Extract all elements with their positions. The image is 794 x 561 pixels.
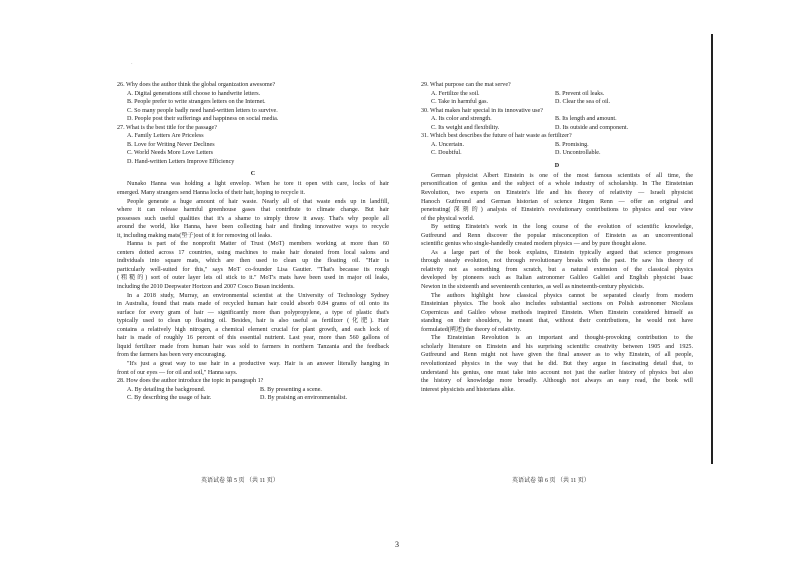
option-27c: C. World Needs More Love Letters: [127, 150, 214, 157]
passage-line: through steady evolution, not through revolutionary breaks with the past. He saw his theory of: [421, 258, 693, 265]
option-28b: B. By presenting a scene.: [260, 386, 322, 393]
passage-line: emerged. Many strangers send Hanna locks of their hair, hoping to recycle it.: [117, 190, 305, 197]
passage-line: including the 2010 Deepwater Horizon and 2007 Cosco Busan incidents.: [117, 284, 295, 291]
passage-line: Revolution, two experts on Einstein's life and his theory of relativity — Israeli physicist: [421, 190, 693, 197]
option-26a: A. Digital generations still choose to handwrite letters.: [127, 90, 261, 97]
passage-d: [421, 172, 693, 394]
passage-line: (粗糙的) sort of outer layer lets oil stick to it." MoT's mats have been used in major oil leaks,: [117, 275, 389, 282]
option-26d: D. People post their sufferings and happiness on social media.: [127, 116, 279, 123]
option-26b: B. People prefer to write strangers letters on the Internet.: [127, 99, 266, 106]
passage-line: from the farmers has been very encouraging.: [117, 352, 227, 359]
passage-line: typically used to clean up floating oil. Besides, hair is also useful as fertilizer (化肥). Hair: [117, 318, 389, 325]
passage-line: Einsteinian physics. The book also includes substantial sections on Polish astronomer Nicolaus: [421, 301, 693, 308]
passage-line: penetrating(深刻的) analysis of Einstein's revolutionary contributions to physics and our view: [421, 207, 693, 214]
page-footer-right: 英语试卷 第 6 页 （共 11 页）: [512, 478, 590, 484]
section-c-heading: C: [250, 171, 256, 178]
passage-line: In a 2018 study, Murray, an environmental scientist at the University of Technology Sydney: [127, 292, 389, 299]
passage-line: formulated(阐述) the theory of relativity.: [421, 326, 522, 333]
option-28a: A. By detailing the background.: [127, 386, 206, 393]
option-28c: C. By describing the usage of hair.: [127, 395, 212, 402]
option-31b: B. Promising.: [555, 141, 589, 148]
passage-line: Newton in the sixteenth and seventeenth centuries, as well as nineteenth-century physicists.: [421, 284, 645, 291]
options-29-row2: [421, 98, 693, 107]
option-30c: C. Its weight and flexibility.: [431, 124, 500, 131]
option-27a: A. Family Letters Are Priceless: [127, 133, 204, 140]
question-29-stem: 29. What purpose can the mat serve?: [421, 82, 511, 88]
option-29c: C. Take in harmful gas.: [431, 99, 489, 106]
passage-line: of the physical world.: [421, 215, 475, 222]
options-30-row1: [421, 115, 693, 124]
binding-line: [711, 34, 713, 464]
passage-line: it, including making mats(垫子)out of it for removing oil leaks.: [117, 232, 272, 239]
left-column: [117, 81, 389, 403]
passage-line: "It's just a great way to use hair in a productive way. Hair is an answer literally hanging in: [127, 360, 389, 367]
option-28d: D. By praising an environmentalist.: [260, 395, 347, 402]
passage-line: centers dotted across 17 countries, using machines to make hair donated from local salons and: [117, 249, 389, 256]
passage-line: Hanoch Gutfreund and German historian of science Jürgen Renn — offer an original and: [421, 198, 693, 205]
passage-line: standing on their shoulders, he meant that, without their contributions, he would not have: [421, 318, 693, 325]
passage-line: in Australia, found that mats made of recycled human hair could absorb 0.84 grams of oil onto its: [117, 301, 389, 308]
passage-line: By setting Einstein's work in the long course of the evolution of scientific knowledge,: [431, 224, 693, 231]
passage-line: contains a relatively high nitrogen, a chemical element crucial for plant growth, and each lock of: [117, 326, 389, 333]
passage-line: understand his genius, one must take into account not just the earlier history of physics but also: [421, 369, 693, 376]
option-29a: A. Fertilize the soil.: [431, 90, 480, 97]
option-31a: A. Uncertain.: [431, 141, 464, 148]
option-26c: C. So many people badly need hand-written letters to survive.: [127, 107, 278, 114]
page-number: 3: [395, 540, 399, 549]
passage-line: hair is made of roughly 16 percent of this essential nutrient. Last year, more than 560 gallons of: [117, 335, 389, 342]
question-26-stem: 26. Why does the author think the global organization awesome?: [117, 82, 276, 88]
passage-line: Nunako Hanna was holding a light envelop. When he tore it open with care, locks of hair: [127, 181, 389, 188]
passage-line: Gutfreund and Renn discover the popular misconception of Einstein as an unconventional: [421, 232, 693, 239]
passage-line: The Einsteinian Revolution is an important and thought-provoking contribution to the: [431, 335, 693, 342]
options-29-row1: [421, 90, 693, 99]
option-27b: B. Love for Writing Never Declines: [127, 141, 215, 148]
options-28-row1: [117, 386, 389, 395]
passage-line: Gutfreund and Renn might not have given the final answer as to why Einstein, of all people,: [421, 352, 693, 359]
passage-line: relativity not as something from scratch, but a natural extension of the classical physics: [421, 266, 693, 273]
passage-line: Hanna is part of the nonprofit Matter of Trust (MoT) members working at more than 60: [127, 241, 389, 248]
passage-line: around the world, like Hanna, have been collecting hair and finding innovative ways to recycle: [117, 224, 389, 231]
options-28-row2: [117, 394, 389, 403]
passage-line: scholarly literature on Einstein and his surprising scientific creativity between 1905 and 1925.: [421, 343, 693, 350]
option-30d: D. Its outside and component.: [555, 124, 629, 131]
passage-line: People generate a huge amount of hair waste. Nearly all of that waste ends up in landfill,: [127, 198, 389, 205]
option-30b: B. Its length and amount.: [555, 116, 617, 123]
passage-line: The authors highlight how classical physics cannot be separated clearly from modern: [431, 292, 693, 299]
passage-line: particularly well-suited for this," says MoT co-founder Lisa Gautier. "That's because its rough: [117, 266, 389, 273]
option-27d: D. Hand-written Letters Improve Efficiency: [127, 158, 235, 165]
passage-line: developed by pioneers such as Italian astronomer Galileo Galilei and English physicist Isaac: [421, 275, 693, 282]
option-31d: D. Uncontrollable.: [555, 150, 601, 157]
question-31-stem: 31. Which best describes the future of hair waste as fertilizer?: [421, 133, 572, 140]
right-column: [421, 81, 693, 394]
passage-line: front of our eyes — for oil and soil," Hanna says.: [117, 369, 238, 376]
scan-mark: ·: [131, 62, 133, 67]
options-31-row1: [421, 141, 693, 150]
option-29d: D. Clear the sea of oil.: [555, 99, 610, 106]
passage-line: individuals into square mats, which are then used to clean up the floating oil. "Hair is: [117, 258, 389, 265]
passage-line: the history of knowledge more broadly. Although not always an easy read, the book will: [421, 378, 693, 385]
question-28-stem: 28. How does the author introduce the topic in paragraph 1?: [117, 378, 264, 385]
option-31c: C. Doubtful.: [431, 150, 462, 157]
question-30-stem: 30. What makes hair special in its innovative use?: [421, 107, 543, 114]
passage-line: revolutionized physics in the way that he did. But they argue in fascinating detail that, to: [421, 360, 693, 367]
passage-line: As a large part of the book explains, Einstein typically argued that science progresses: [431, 249, 693, 256]
options-31-row2: [421, 149, 693, 158]
passage-line: surface for every gram of hair — significantly more than polypropylene, a type of plastic that's: [117, 309, 389, 316]
passage-line: possesses such useful qualities that it's a shame to simply throw it away. That's why people all: [117, 215, 389, 222]
section-d-heading: D: [554, 162, 560, 169]
question-27-stem: 27. What is the best title for the passage?: [117, 124, 217, 131]
passage-line: liquid fertilizer made from human hair was sold to farmers in northern Tanzania and the feedback: [117, 343, 389, 350]
options-30-row2: [421, 124, 693, 133]
passage-line: personification of genius and the subject of a whole industry of scholarship. In The Einsteinian: [421, 181, 693, 188]
page-footer-left: 英语试卷 第 5 页 （共 11 页）: [201, 478, 279, 484]
passage-c: [117, 180, 389, 377]
passage-line: interest physicists and historians alike.: [421, 386, 515, 393]
passage-line: Copernicus and Galileo whose methods inspired Einstein. When Einstein considered himself as: [421, 309, 693, 316]
passage-line: scientific genius who single-handedly created modern physics — and by pure thought alone.: [421, 241, 647, 248]
passage-line: German physicist Albert Einstein is one of the most famous scientists of all time, the: [431, 172, 693, 179]
passage-line: where it can release harmful greenhouse gases that contribute to climate change. But hair: [117, 207, 389, 214]
option-30a: A. Its color and strength.: [431, 116, 492, 123]
option-29b: B. Prevent oil leaks.: [555, 90, 605, 97]
